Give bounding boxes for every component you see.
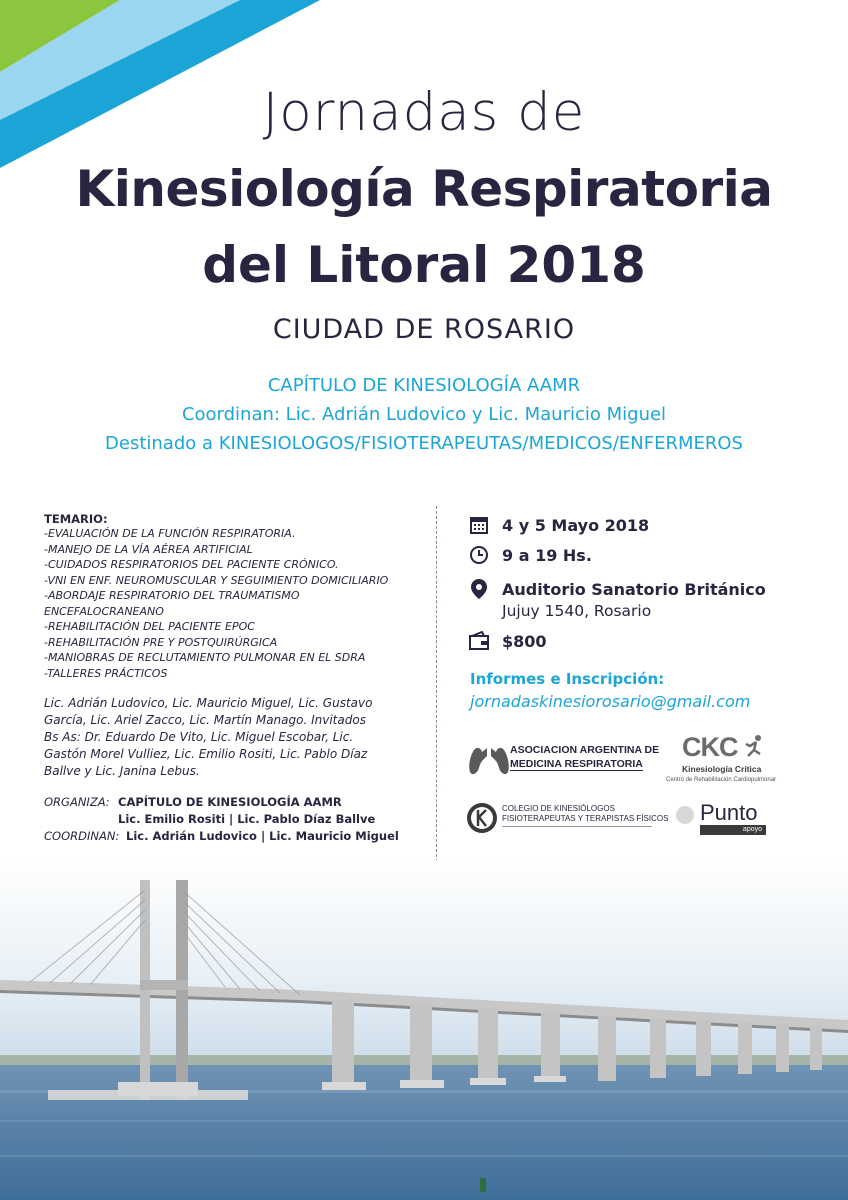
aamr-logo	[468, 738, 660, 778]
calendar-icon	[468, 514, 490, 536]
event-time: 9 a 19 Hs.	[502, 545, 592, 565]
lungs-icon	[468, 738, 510, 778]
contact-label: Informes e Inscripción:	[470, 670, 665, 688]
aamr-line-2: MEDICINA RESPIRATORIA	[510, 758, 643, 770]
audience-line: Destinado a KINESIOLOGOS/FISIOTERAPEUTAS/MEDICOS/ENFERMEROS	[105, 433, 743, 454]
chapter-line: CAPÍTULO DE KINESIOLOGÍA AAMR	[267, 375, 581, 396]
temario-item: -ABORDAJE RESPIRATORIO DEL TRAUMATISMO	[44, 589, 300, 602]
column-divider	[436, 506, 437, 862]
temario-item: ENCEFALOCRANEANO	[44, 604, 164, 618]
running-figure-icon	[742, 734, 766, 758]
punto-dot-icon	[676, 806, 694, 824]
colegio-line-1: COLEGIO DE KINESIÓLOGOS	[502, 804, 615, 813]
ckc-name: Kinesiología Crítica	[682, 764, 762, 774]
speakers-text: Lic. Adrián Ludovico, Lic. Mauricio Miguel, Lic. Gustavo García, Lic. Ariel Zacco, Lic. Martín Manago. Invitados Bs As: Dr. Eduardo De Vito, Lic. Miguel Escobar, Lic. Gastón Morel Vulliez, Lic. Emilio Rositi, Lic. Pablo Díaz Ballve y Lic. Janina Lebus.	[44, 696, 373, 778]
organiza-value: CAPÍTULO DE KINESIOLOGÍA AAMR	[118, 795, 342, 809]
contact-email[interactable]: jornadaskinesiorosario@gmail.com	[470, 692, 751, 711]
clock-icon	[468, 544, 490, 566]
coordinators-line: Coordinan: Lic. Adrián Ludovico y Lic. Mauricio Miguel	[181, 404, 667, 425]
organiza-names: Lic. Emilio Rositi | Lic. Pablo Díaz Ballve	[118, 812, 376, 826]
event-date: 4 y 5 Mayo 2018	[502, 515, 650, 535]
event-venue: Auditorio Sanatorio Británico	[502, 579, 766, 599]
punto-name: Punto	[700, 800, 758, 825]
ckc-subtitle: Centro de Rehabilitación Cardiopulmonar	[666, 777, 777, 783]
price-row	[468, 630, 547, 652]
temario-item: -VNI EN ENF. NEUROMUSCULAR Y SEGUIMIENTO DOMICILIARIO	[44, 573, 389, 587]
aamr-line-1: ASOCIACION ARGENTINA DE	[510, 744, 660, 756]
temario-title: TEMARIO:	[44, 512, 108, 526]
organiza-label: ORGANIZA:	[44, 795, 110, 809]
coordinan-value: Lic. Adrián Ludovico | Lic. Mauricio Miguel	[126, 829, 399, 843]
punto-subtitle: apoyo	[700, 825, 766, 835]
colegio-line-2: FISIOTERAPEUTAS Y TERAPISTAS FÍSICOS	[502, 814, 669, 823]
ckc-logo	[666, 732, 790, 790]
colegio-logo	[466, 802, 669, 836]
location-pin-icon	[468, 578, 490, 600]
temario-list	[44, 526, 414, 681]
program-column	[44, 512, 414, 845]
temario-item: -MANIOBRAS DE RECLUTAMIENTO PULMONAR EN EL SDRA	[44, 651, 366, 664]
bridge-photo	[0, 860, 848, 1200]
temario-item: -CUIDADOS RESPIRATORIOS DEL PACIENTE CRÓNICO.	[44, 558, 339, 571]
time-row	[468, 544, 592, 566]
temario-item: -REHABILITACIÓN PRE Y POSTQUIRÚRGICA	[44, 635, 278, 649]
title-line-3: del Litoral 2018	[202, 236, 646, 294]
temario-item: -EVALUACIÓN DE LA FUNCIÓN RESPIRATORIA.	[44, 527, 296, 540]
title-line-2: Kinesiología Respiratoria	[75, 160, 773, 218]
event-address: Jujuy 1540, Rosario	[502, 602, 652, 620]
temario-item: -REHABILITACIÓN DEL PACIENTE EPOC	[44, 620, 255, 633]
ckc-mark: CKC	[682, 732, 738, 762]
event-price: $800	[502, 631, 547, 651]
temario-item: -TALLERES PRÁCTICOS	[44, 666, 168, 680]
organization-block	[44, 794, 414, 845]
wallet-icon	[468, 630, 490, 652]
punto-logo	[676, 800, 776, 836]
date-row	[468, 514, 649, 536]
coordinan-label: COORDINAN:	[44, 829, 120, 843]
temario-item: -MANEJO DE LA VÍA AÉREA ARTIFICIAL	[44, 542, 253, 556]
colegio-seal-icon	[466, 802, 498, 834]
city-subtitle: CIUDAD DE ROSARIO	[272, 314, 576, 345]
venue-row	[468, 578, 766, 600]
title-line-1: Jornadas de	[262, 82, 586, 143]
